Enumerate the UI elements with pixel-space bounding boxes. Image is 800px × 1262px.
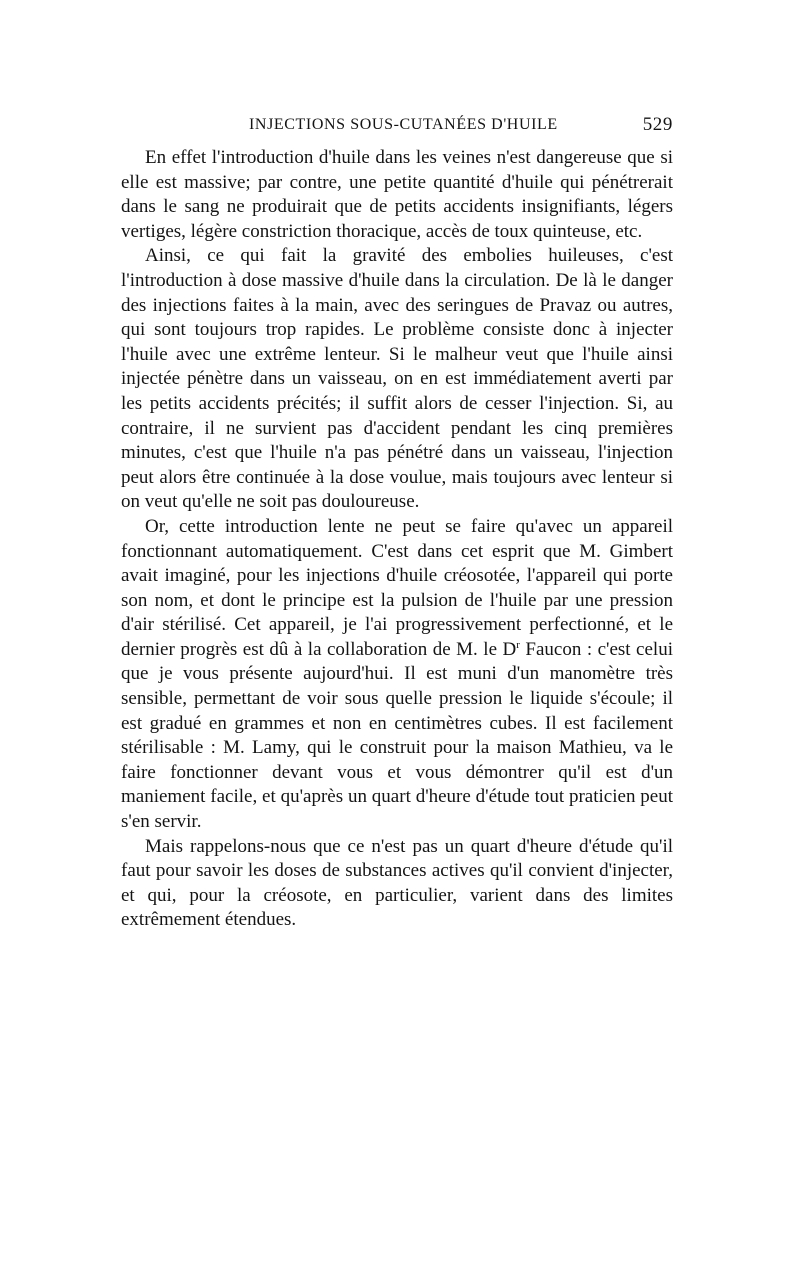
- paragraph-3-text-before: Or, cette introduction lente ne peut se faire qu'avec un appareil fonctionnant automatiquement. C'est dans cet esprit que M. Gimbert avait imaginé, pour les injections d'huile créosotée, l'appareil qui porte son nom, et dont le principe est la pulsion de l'huile par une pression d'air stérilisé. Cet appareil, je l'ai progressivement perfectionné, et le dernier progrès est dû à la collaboration de M. le D: [121, 515, 673, 660]
- running-title: INJECTIONS SOUS-CUTANÉES D'HUILE: [249, 116, 558, 133]
- paragraph-2: Ainsi, ce qui fait la gravité des embolies huileuses, c'est l'introduction à dose massive d'huile dans la circulation. De là le danger des injections faites à la main, avec des seringues de Pravaz ou autres, qui sont toujours trop rapides. Le problème consiste donc à injecter l'huile avec une extrême lenteur. Si le malheur veut que l'huile ainsi injectée pénètre dans un vaisseau, on en est immédiatement averti par les petits accidents précités; il suffit alors de cesser l'injection. Si, au contraire, il ne survient pas d'accident pendant les cinq premières minutes, c'est que l'huile n'a pas pénétré dans un vaisseau, l'injection peut alors être continuée à la dose voulue, mais toujours avec lenteur si on veut qu'elle ne soit pas douloureuse.: [121, 245, 673, 513]
- running-header: [121, 110, 673, 140]
- book-page: [121, 110, 673, 933]
- paragraph-3: [121, 515, 673, 835]
- paragraph-1: En effet l'introduction d'huile dans les veines n'est dangereuse que si elle est massive; par contre, une petite quantité d'huile qui pénétrerait dans le sang ne produirait que de petits accidents insignifiants, légers vertiges, légère constriction thoracique, accès de toux quinteuse, etc.: [121, 147, 673, 242]
- body-text: [121, 146, 673, 933]
- paragraph-4: Mais rappelons-nous que ce n'est pas un quart d'heure d'étude qu'il faut pour savoir les doses de substances actives qu'il convient d'injecter, et qui, pour la créosote, en particulier, varient dans des limites extrêmement étendues.: [121, 835, 673, 931]
- page-number: 529: [642, 114, 673, 135]
- doctor-superscript: r: [516, 638, 520, 651]
- paragraph-3-text-after: Faucon : c'est celui que je vous présente aujourd'hui. Il est muni d'un manomètre très sensible, permettant de voir sous quelle pression le liquide s'écoule; il est gradué en grammes et non en centimètres cubes. Il est facilement stérilisable : M. Lamy, qui le construit pour la maison Mathieu, va le faire fonctionner devant vous et vous démontrer qu'il est d'un maniement facile, et qu'après un quart d'heure d'étude tout praticien peut s'en servir.: [121, 638, 673, 833]
